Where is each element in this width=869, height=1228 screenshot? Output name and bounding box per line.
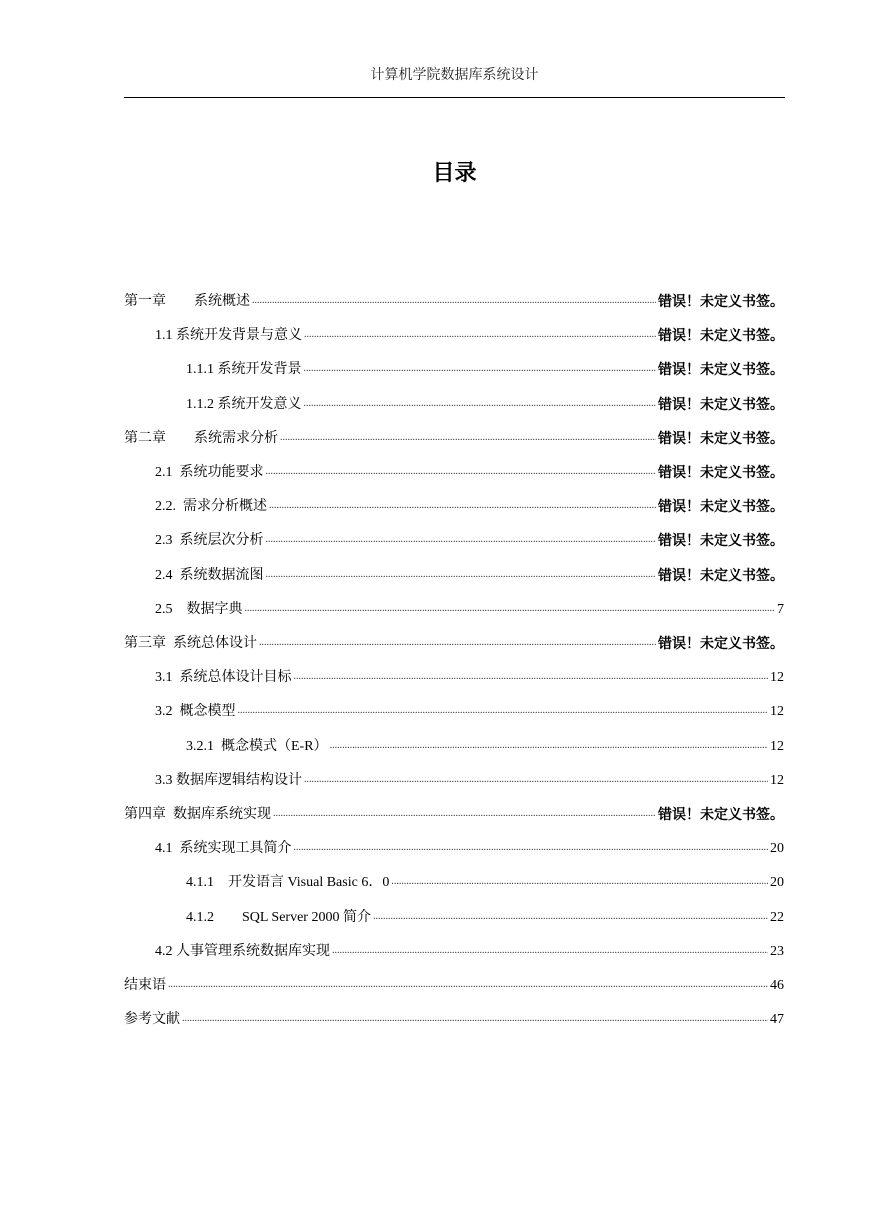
toc-entry[interactable] [124, 702, 784, 722]
toc-entry-label: 结束语 [124, 978, 166, 993]
toc-dot-leader [252, 293, 656, 309]
toc-entry[interactable] [124, 737, 784, 757]
toc-entry[interactable] [124, 600, 784, 620]
toc-bookmark-error: 错误！未定义书签。 [658, 294, 784, 310]
toc-bookmark-error: 错误！未定义书签。 [658, 362, 784, 379]
toc-entry-label: 第三章 系统总体设计 [124, 636, 257, 651]
toc-entry-label: 4.2 人事管理系统数据库实现 [155, 943, 330, 959]
toc-entry-label: 第二章 系统需求分析 [124, 430, 278, 446]
toc-entry[interactable] [124, 942, 784, 962]
toc-title: 目录 [432, 161, 477, 186]
toc-dot-leader [266, 532, 657, 548]
toc-entry[interactable] [124, 429, 784, 449]
toc-entry[interactable] [124, 771, 784, 791]
toc-entry[interactable] [124, 395, 784, 415]
toc-entry[interactable] [124, 1010, 784, 1030]
toc-entry-label: 4.1 系统实现工具简介 [155, 841, 292, 857]
toc-page-number: 12 [770, 738, 784, 754]
toc-dot-leader [391, 874, 768, 890]
toc-dot-leader [294, 840, 769, 856]
toc-dot-leader [269, 498, 656, 514]
toc-page-number: 12 [770, 670, 784, 686]
toc-entry[interactable] [124, 497, 784, 517]
toc-entry-label: 4.1.2 SQL Server 2000 简介 [186, 909, 371, 925]
toc-dot-leader [266, 464, 657, 480]
toc-bookmark-error: 错误！未定义书签。 [658, 807, 784, 823]
toc-entry-label: 2.5 数据字典 [155, 601, 243, 617]
toc-entry[interactable] [124, 634, 784, 654]
toc-entry-label: 1.1.2 系统开发意义 [186, 396, 302, 412]
toc-entry-label: 2.1 系统功能要求 [155, 465, 264, 480]
toc-bookmark-error: 错误！未定义书签。 [658, 636, 784, 652]
toc-page-number: 23 [770, 943, 784, 959]
toc-dot-leader [373, 909, 768, 925]
toc-page-number: 46 [770, 978, 784, 993]
toc-bookmark-error: 错误！未定义书签。 [658, 567, 784, 584]
toc-entry-label: 3.2.1 概念模式（E-R） [186, 738, 328, 754]
toc-entry-label: 2.3 系统层次分析 [155, 533, 264, 549]
toc-page-number: 22 [770, 909, 784, 925]
toc-entry-label: 3.1 系统总体设计目标 [155, 670, 292, 686]
toc-entry-label: 3.3 数据库逻辑结构设计 [155, 772, 302, 788]
toc-page-number: 12 [770, 704, 784, 720]
toc-entry-label: 1.1.1 系统开发背景 [186, 362, 302, 378]
toc-page-number: 47 [770, 1012, 784, 1028]
toc-page-number: 20 [770, 841, 784, 857]
toc-entry[interactable] [124, 805, 784, 825]
toc-entry[interactable] [124, 908, 784, 928]
toc-dot-leader [245, 601, 776, 617]
toc-entry-label: 2.2. 需求分析概述 [155, 499, 267, 515]
toc-dot-leader [266, 567, 657, 583]
toc-bookmark-error: 错误！未定义书签。 [658, 499, 784, 516]
toc-bookmark-error: 错误！未定义书签。 [658, 465, 784, 481]
toc-entry[interactable] [124, 873, 784, 893]
running-header: 计算机学院数据库系统设计 [370, 68, 539, 83]
toc-dot-leader [280, 430, 656, 446]
toc-entry[interactable] [124, 360, 784, 380]
toc-entry[interactable] [124, 292, 784, 312]
toc-dot-leader [273, 806, 656, 822]
toc-bookmark-error: 错误！未定义书签。 [658, 396, 784, 413]
toc-entry[interactable] [124, 566, 784, 586]
toc-entry[interactable] [124, 976, 784, 996]
toc-entry-label: 参考文献 [124, 1012, 180, 1028]
toc-entry-label: 1.1 系统开发背景与意义 [155, 328, 302, 344]
toc-page-number: 12 [770, 772, 784, 788]
toc-page-number: 20 [770, 875, 784, 891]
toc-entry-label: 第一章 系统概述 [124, 294, 250, 309]
header-rule [124, 97, 785, 98]
toc-dot-leader [238, 703, 769, 719]
toc-entry-label: 3.2 概念模型 [155, 704, 236, 720]
toc-bookmark-error: 错误！未定义书签。 [658, 533, 784, 550]
toc-entry-label: 4.1.1 开发语言 Visual Basic 6．0 [186, 875, 390, 891]
toc-dot-leader [259, 635, 656, 651]
toc-bookmark-error: 错误！未定义书签。 [658, 328, 784, 345]
toc-entry-label: 2.4 系统数据流图 [155, 567, 264, 583]
toc-entry-label: 第四章 数据库系统实现 [124, 807, 271, 822]
toc-dot-leader [304, 361, 657, 377]
toc-dot-leader [168, 977, 768, 993]
toc-dot-leader [294, 669, 769, 685]
toc-entry[interactable] [124, 463, 784, 483]
toc-entry[interactable] [124, 668, 784, 688]
toc-dot-leader [304, 396, 657, 412]
toc-entry[interactable] [124, 326, 784, 346]
toc-dot-leader [330, 738, 768, 754]
toc-dot-leader [332, 943, 768, 959]
toc-entry[interactable] [124, 839, 784, 859]
toc-page-number: 7 [777, 601, 784, 617]
toc-dot-leader [182, 1011, 768, 1027]
toc-dot-leader [304, 327, 656, 343]
toc-bookmark-error: 错误！未定义书签。 [658, 430, 784, 447]
toc-entry[interactable] [124, 531, 784, 551]
toc-dot-leader [304, 772, 768, 788]
